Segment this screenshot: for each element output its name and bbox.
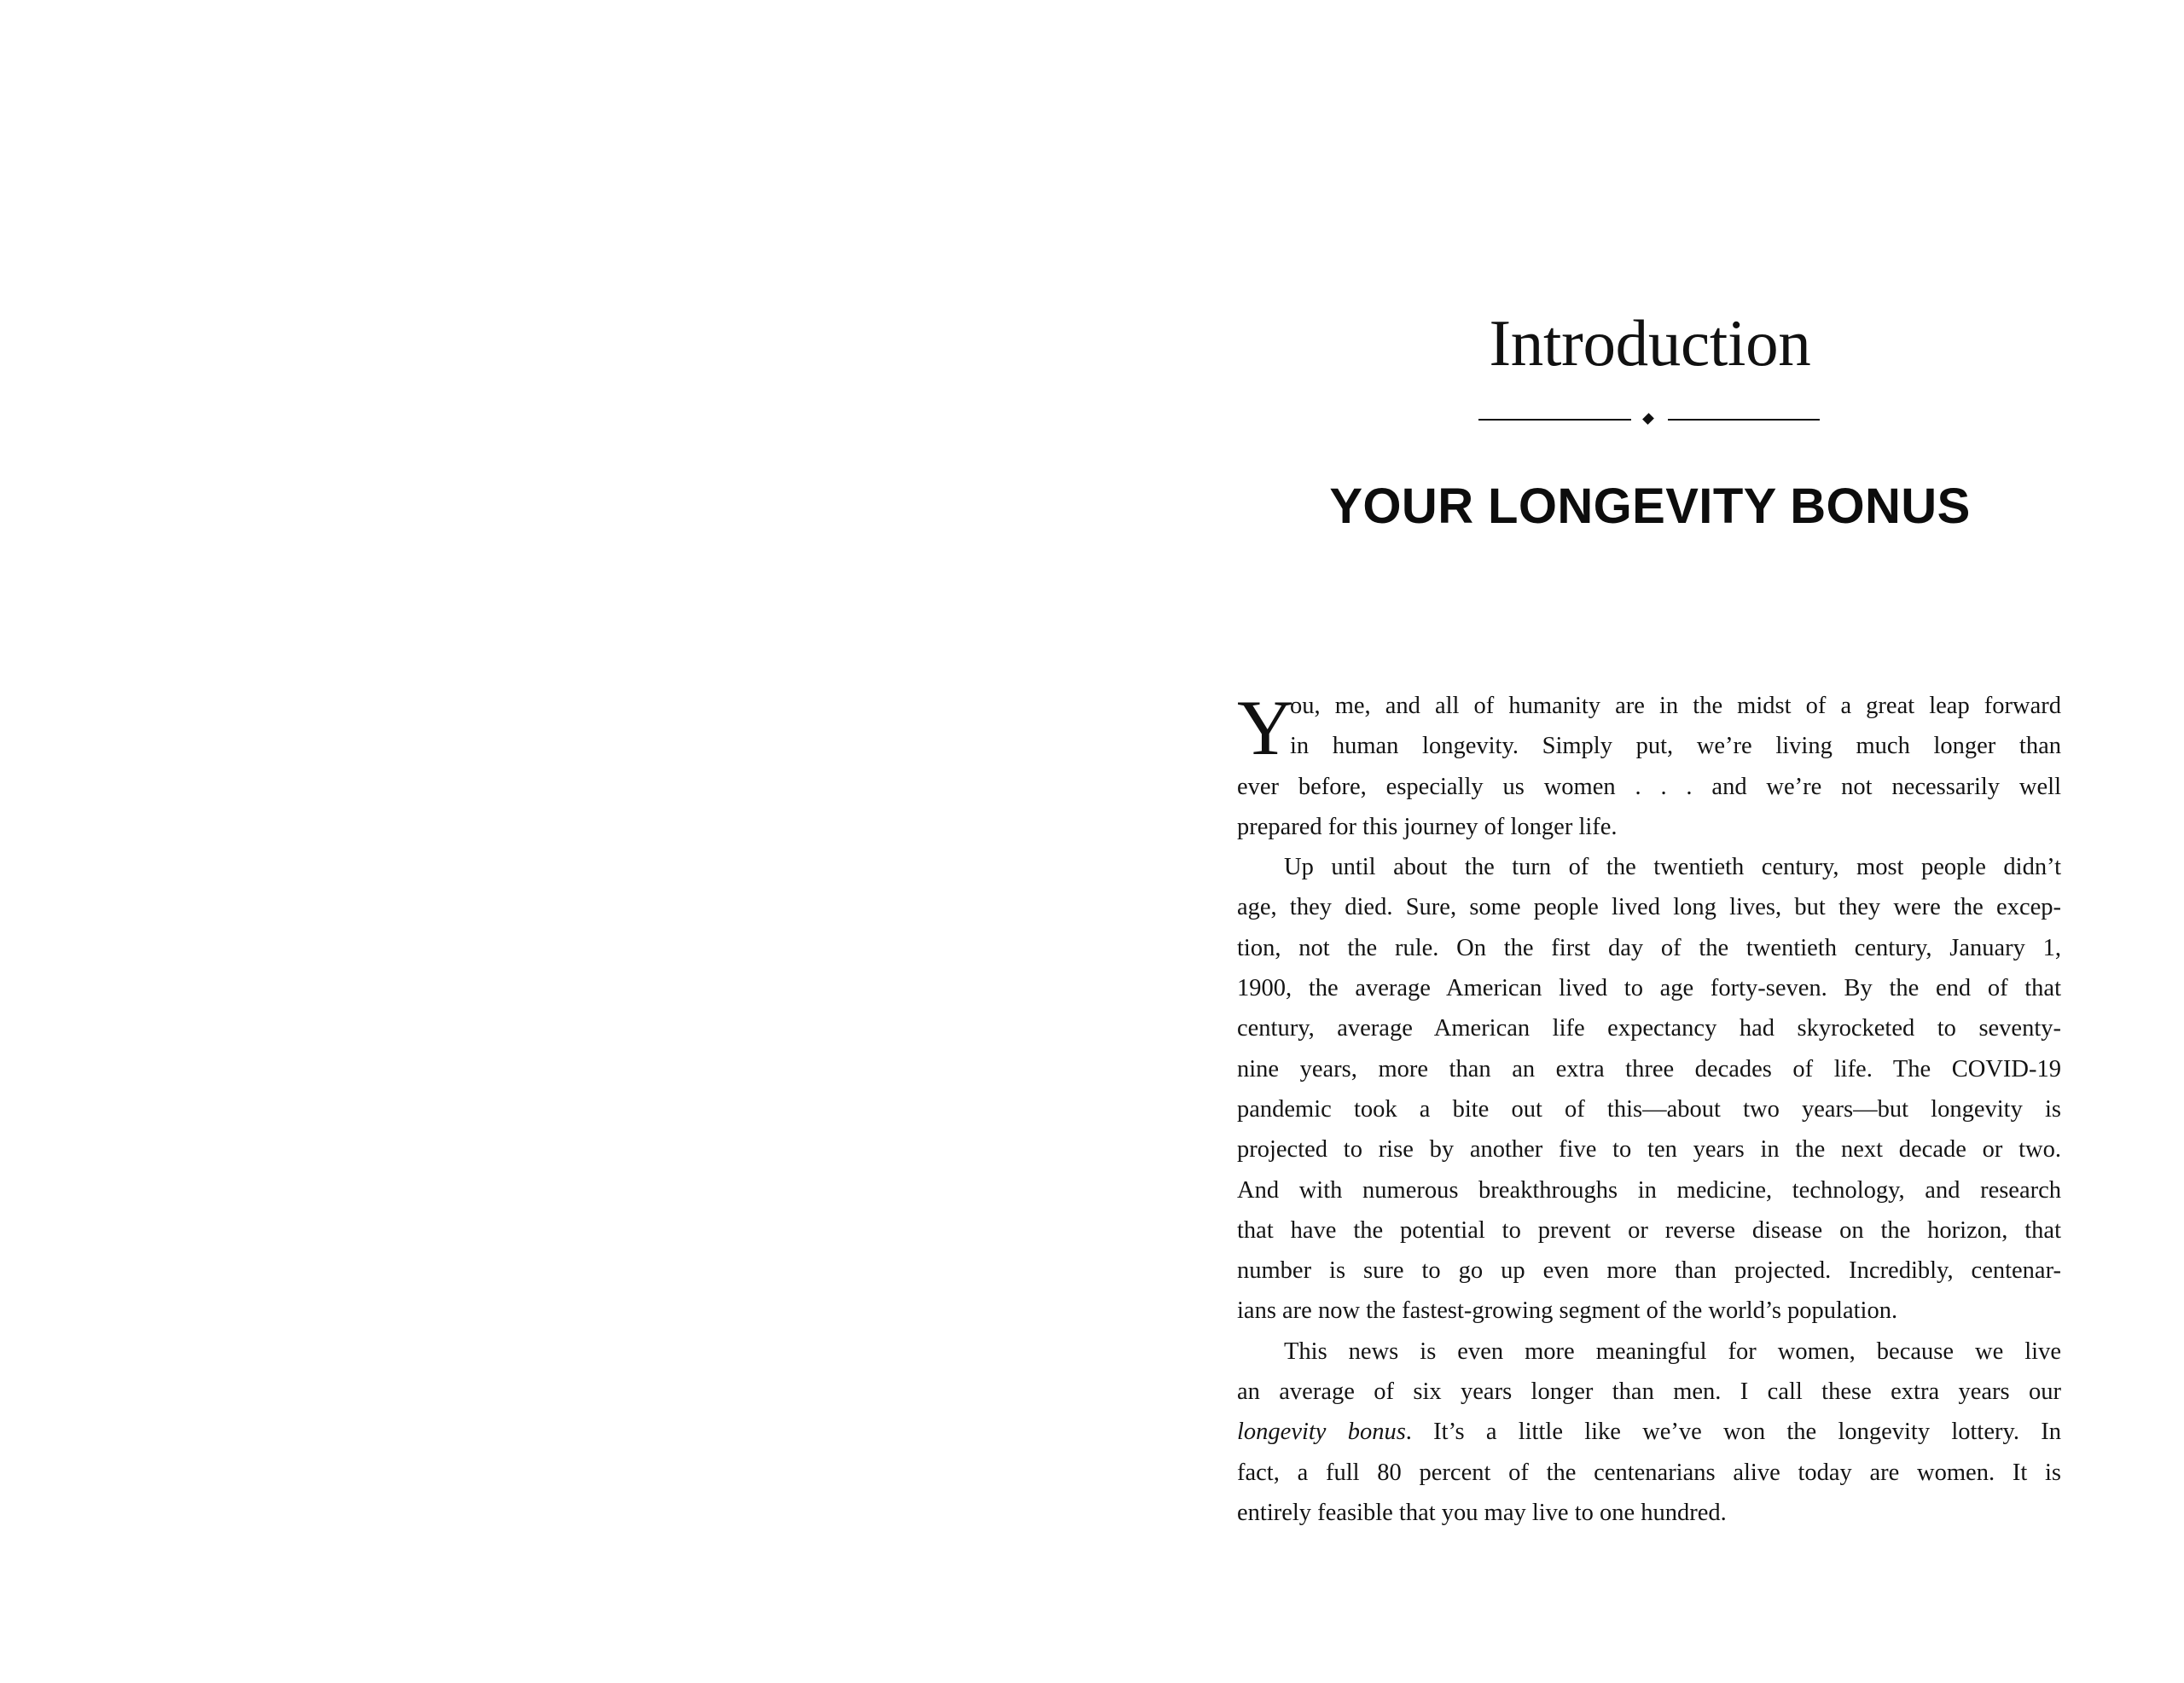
text-line: that have the potential to prevent or reverse disease on the horizon, that [1237,1216,2061,1244]
emphasis-longevity-bonus: longevity bonus [1237,1419,1406,1446]
chapter-title: YOUR LONGEVITY BONUS [1329,479,1971,534]
text-line: century, average American life expectancy had skyrocketed to seventy- [1237,1015,2061,1042]
body-text [1237,686,2061,1533]
text-line: entirely feasible that you may live to one hundred. [1237,1499,1727,1526]
paragraph-2 [1237,847,2061,1332]
text-line: tion, not the rule. On the first day of the twentieth century, January 1, [1237,934,2061,961]
text-line: fact, a full 80 percent of the centenarians alive today are women. It is [1237,1459,2061,1486]
text-line: Up until about the turn of the twentieth century, most people didn’t [1284,854,2061,881]
ornament-rule-right [1668,419,1820,421]
text-line: age, they died. Sure, some people lived long lives, but they were the excep- [1237,894,2061,921]
text-line: This news is even more meaningful for women, because we live [1284,1338,2061,1365]
text-line: pandemic took a bite out of this—about two years—but longevity is [1237,1095,2061,1123]
text-line: ever before, especially us women . . . and we’re not necessarily well [1237,773,2061,800]
diamond-ornament-icon [1642,413,1654,425]
text-line: projected to rise by another five to ten years in the next decade or two. [1237,1136,2061,1164]
chapter-ornament-divider [1478,413,1820,427]
text-line: ou, me, and all of humanity are in the midst of a great leap forward [1290,693,2061,719]
text-line: in human longevity. Simply put, we’re living much longer than [1290,733,2061,760]
drop-cap: Y [1237,684,1294,771]
text-line-with-emphasis [1237,1412,2061,1452]
text-line: And with numerous breakthroughs in medicine, technology, and research [1237,1176,2061,1204]
ornament-rule-left [1478,419,1631,421]
text-line: number is sure to go up even more than projected. Incredibly, centenar- [1237,1257,2061,1285]
text-line: ians are now the fastest-growing segment of the world’s population. [1237,1297,1898,1325]
paragraph-3 [1237,1332,2061,1533]
text-line: an average of six years longer than men. I call these extra years our [1237,1378,2061,1406]
text-line: 1900, the average American lived to age forty-seven. By the end of that [1237,975,2061,1002]
paragraph-1 [1237,686,2061,847]
text-line: prepared for this journey of longer life. [1237,813,1618,840]
text-line: nine years, more than an extra three decades of life. The COVID-19 [1237,1055,2061,1082]
chapter-label: Introduction [1489,306,1811,380]
text-line-rest: . It’s a little like we’ve won the longevity lottery. In [1405,1419,2061,1446]
